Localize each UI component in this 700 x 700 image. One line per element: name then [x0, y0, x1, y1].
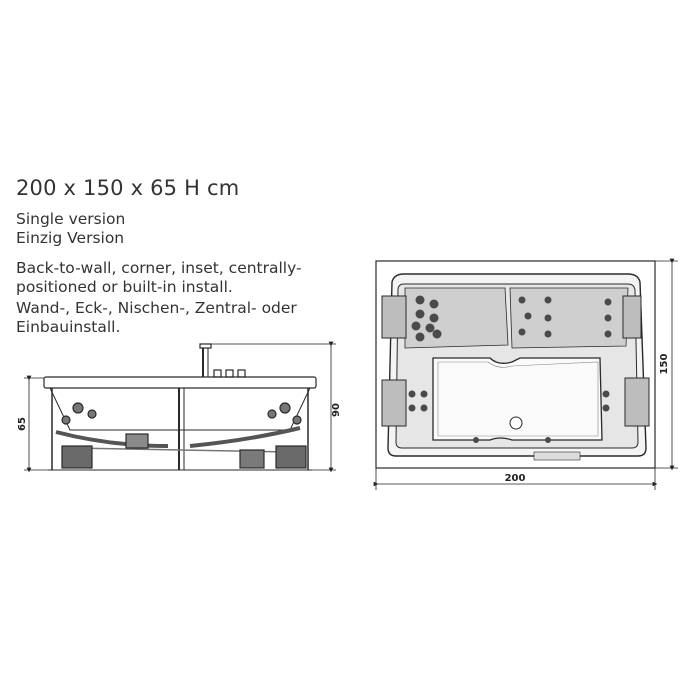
pump-right	[276, 446, 306, 468]
tap-2	[226, 370, 233, 377]
install-text-en-line2: positioned or built-in install.	[16, 278, 233, 296]
install-text-en-line1: Back-to-wall, corner, inset, centrally-	[16, 259, 302, 277]
install-text-de-line2: Einbauinstall.	[16, 318, 121, 336]
side-rim	[44, 377, 316, 388]
tap-1	[214, 370, 221, 377]
pipe-right	[190, 428, 300, 446]
blower	[240, 450, 264, 468]
version-label-en: Single version	[16, 210, 126, 228]
install-text-de-line1: Wand-, Eck-, Nischen-, Zentral- oder	[16, 299, 297, 317]
width-label-200: 200	[504, 473, 526, 484]
jet-icon	[73, 403, 83, 413]
pillow-right-bottom	[625, 378, 649, 426]
control-panel	[534, 452, 580, 460]
jet-icon	[416, 296, 425, 305]
pillow-left-top	[382, 296, 406, 338]
pillow-left-bottom	[382, 380, 406, 426]
valve-left	[126, 434, 148, 448]
version-label-de: Einzig Version	[16, 229, 125, 247]
top-view	[376, 261, 655, 468]
depth-label-150: 150	[659, 353, 670, 375]
drain-icon	[510, 417, 522, 429]
pump-left	[62, 446, 92, 468]
side-view	[44, 344, 316, 470]
dimensions-title: 200 x 150 x 65 H cm	[16, 176, 240, 200]
pillow-right-top	[623, 296, 641, 338]
pipe-left	[56, 432, 168, 446]
height-label-65: 65	[17, 417, 28, 431]
height-label-90: 90	[331, 403, 342, 417]
tap-3	[238, 370, 245, 377]
